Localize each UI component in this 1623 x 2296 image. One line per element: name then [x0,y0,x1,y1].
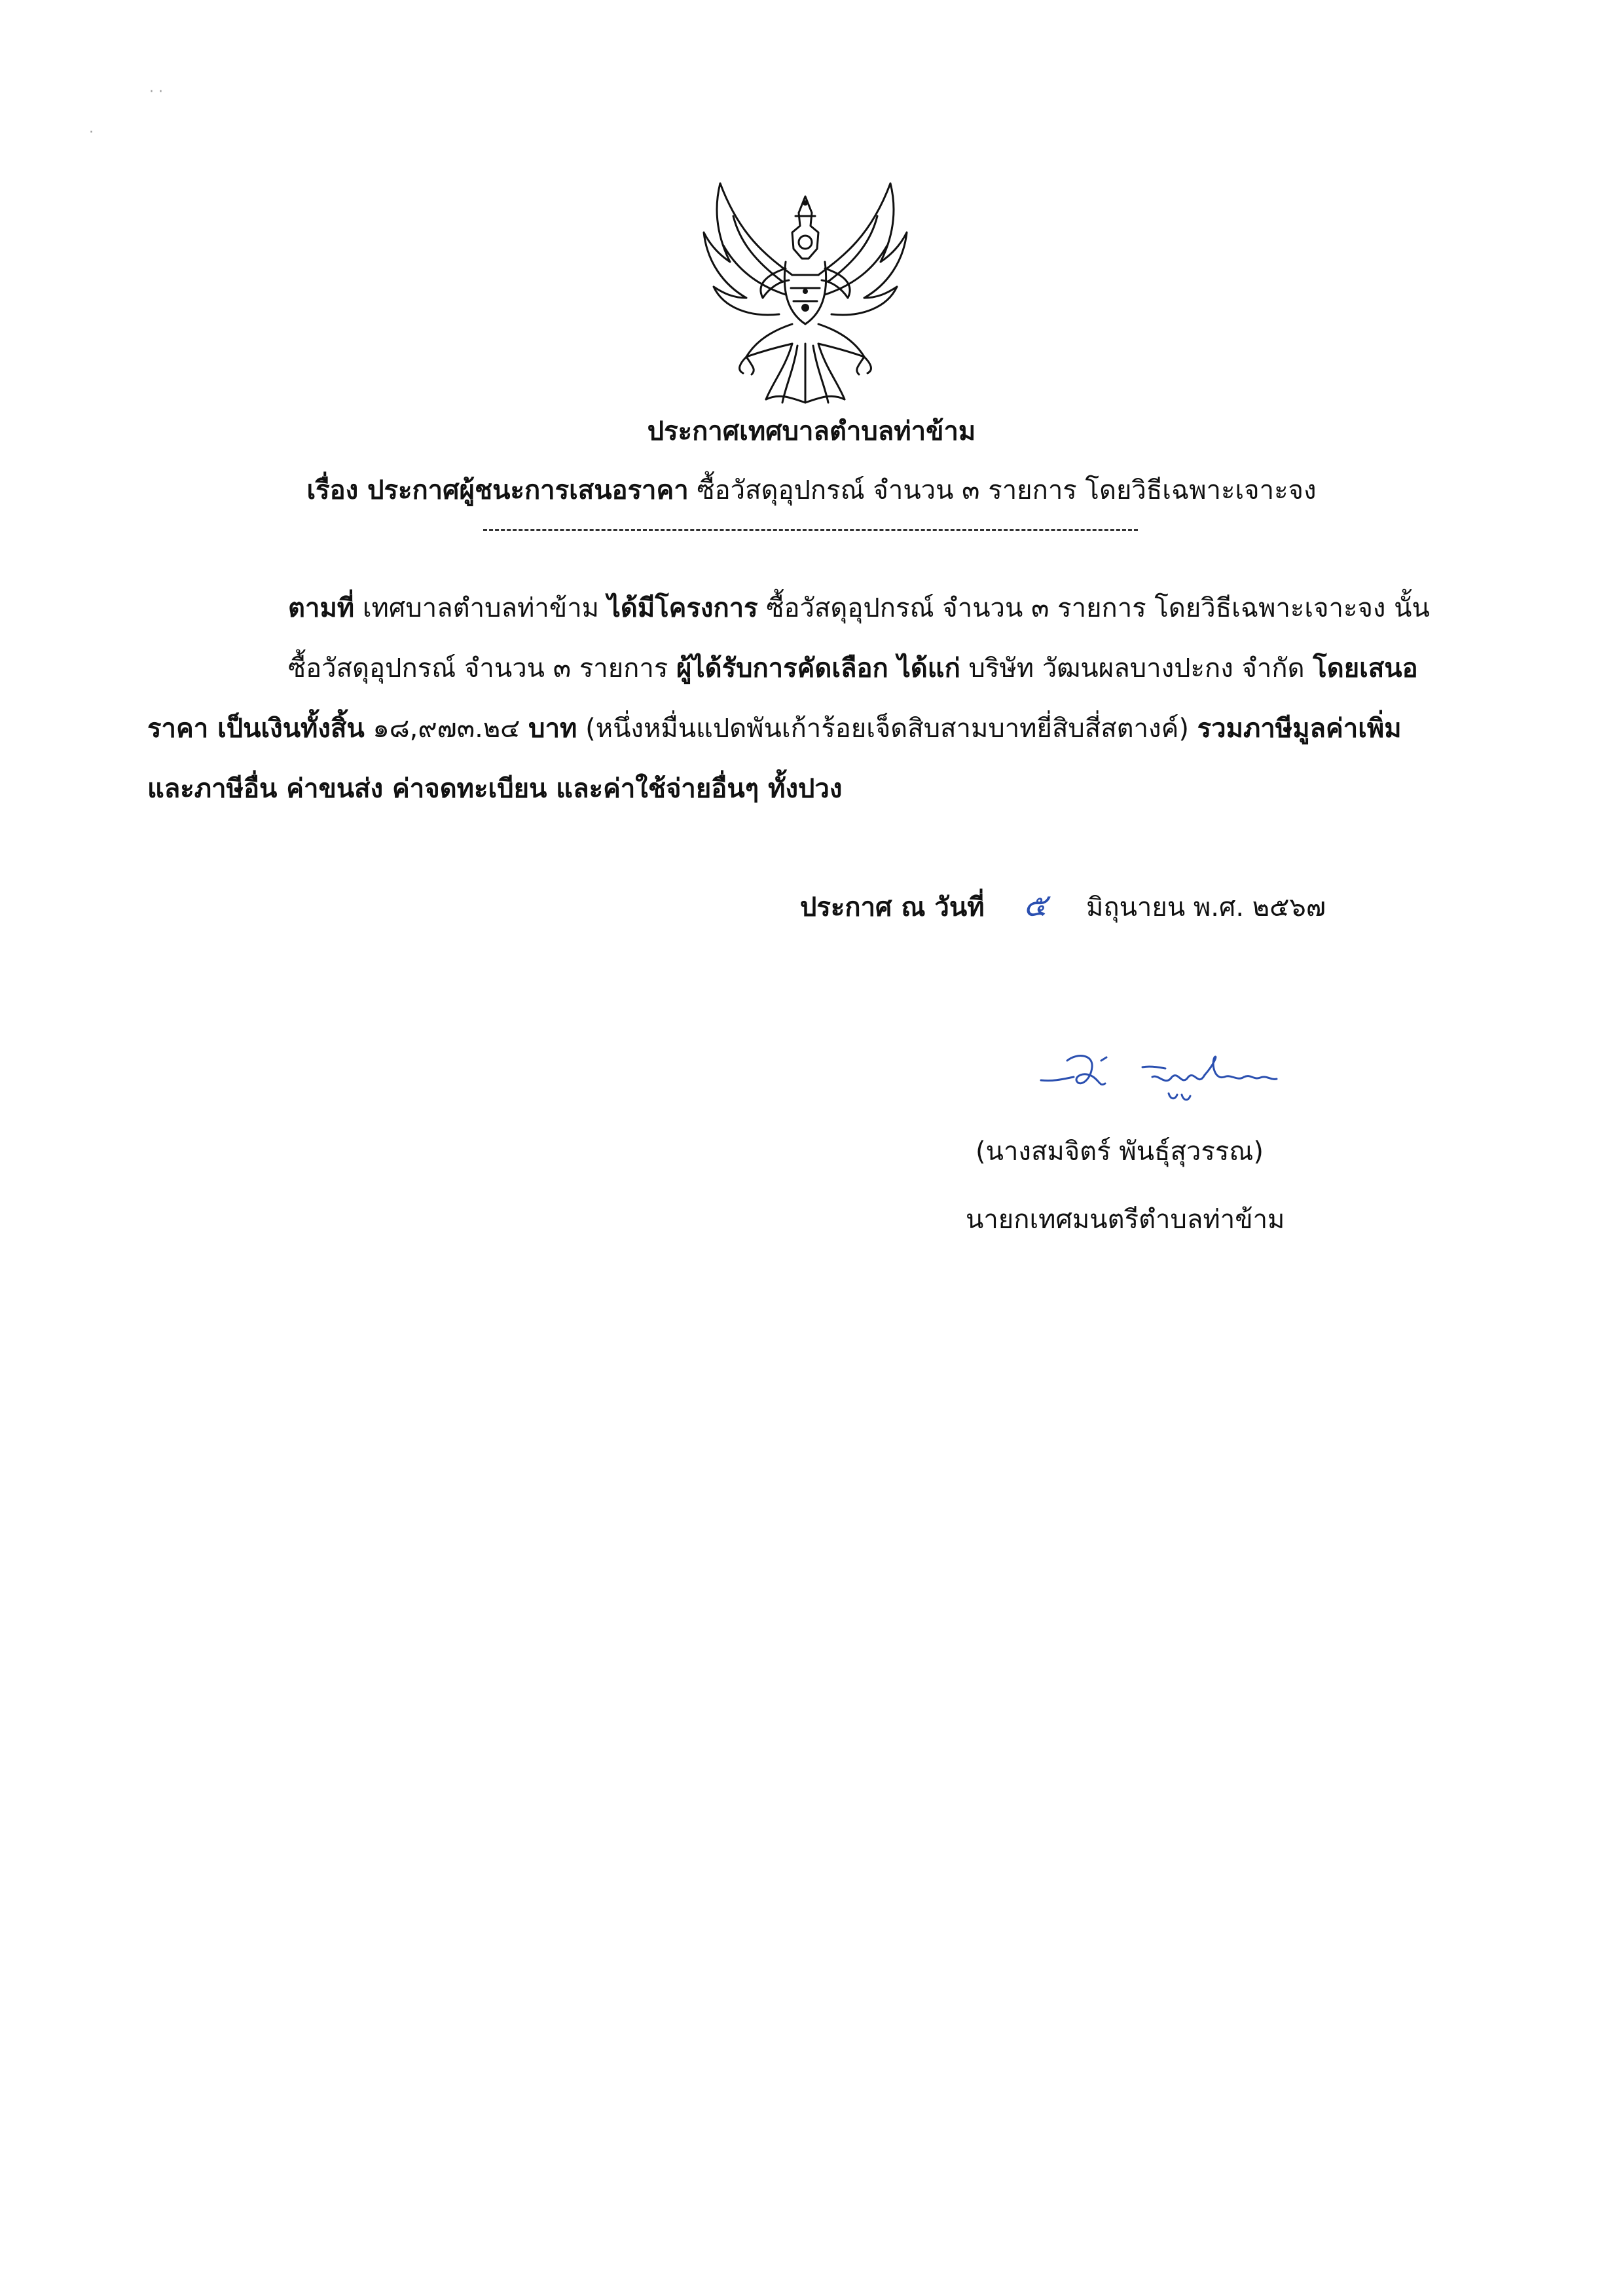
body-text: ได้มีโครงการ [607,593,758,623]
announcement-subject [0,469,1623,511]
body-line-4: และภาษีอื่น ค่าขนส่ง ค่าจดทะเบียน และค่าใช้จ่ายอื่นๆ ทั้งปวง [147,774,843,804]
garuda-emblem-icon [694,177,917,406]
body-text: รวมภาษีมูลค่าเพิ่ม [1197,714,1402,744]
body-text: ผู้ได้รับการคัดเลือก ได้แก่ [676,653,960,683]
signatory-position: นายกเทศมนตรีตำบลท่าข้าม [966,1205,1285,1235]
body-text: โดยเสนอ [1313,653,1418,683]
body-text: ราคา เป็นเงินทั้งสิ้น [147,714,365,744]
body-text: ซื้อวัสดุอุปกรณ์ จำนวน ๓ รายการ [288,653,677,683]
body-text: เทศบาลตำบลท่าข้าม [354,593,608,623]
separator-dashes [483,529,1138,531]
signatory-name: (นางสมจิตร์ พันธุ์สุวรรณ) [976,1137,1264,1167]
body-line-2 [288,647,1418,689]
body-text: ตามที่ [288,593,355,623]
announcement-date [800,881,1326,930]
date-day-handwritten: ๕ [1023,887,1048,924]
body-line-3 [147,707,1402,749]
body-text: ซื้อวัสดุอุปกรณ์ จำนวน ๓ รายการ โดยวิธีเฉพาะเจาะจง นั้น [757,593,1430,623]
body-line-1 [288,587,1430,629]
subject-lead: เรื่อง ประกาศผู้ชนะการเสนอราคา [306,475,689,505]
amount-value: ๑๘,๙๗๓.๒๔ [364,714,529,744]
date-month-year: มิถุนายน พ.ศ. ๒๕๖๗ [1086,892,1326,922]
amount-in-words: (หนึ่งหมื่นแปดพันเก้าร้อยเจ็ดสิบสามบาทยี่สิบสี่สตางค์) [577,714,1197,744]
scan-speck: · · [149,84,163,100]
subject-rest: ซื้อวัสดุอุปกรณ์ จำนวน ๓ รายการ โดยวิธีเฉพาะเจาะจง [688,475,1317,505]
handwritten-signature-icon [1028,1041,1290,1139]
announcement-title: ประกาศเทศบาลตำบลท่าข้าม [647,416,976,446]
body-text: บริษัท วัฒนผลบางปะกง จำกัด [960,653,1313,683]
date-prefix: ประกาศ ณ วันที่ [800,892,985,922]
body-text: บาท [528,714,577,744]
scan-speck: · [89,124,94,141]
